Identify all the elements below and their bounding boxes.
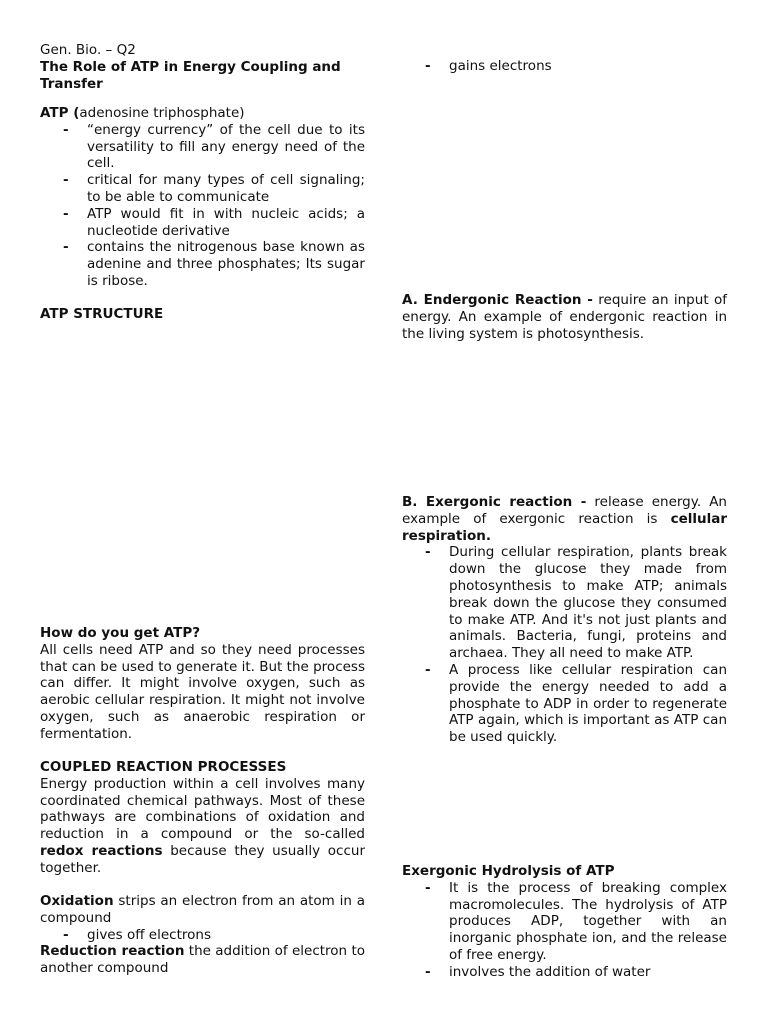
reduction-term: Reduction reaction xyxy=(40,943,185,960)
exergonic-section xyxy=(402,494,727,746)
atp-bullet: - contains the nitrogenous base known as adenine and three phosphates; Its sugar is ribose. xyxy=(40,239,365,289)
atp-bullet-list xyxy=(40,122,365,290)
exergonic-term: B. Exergonic reaction - xyxy=(402,494,587,510)
exergonic-bullet: - A process like cellular respiration can provide the energy needed to add a phosphate to ADP in order to regenerate ATP again, which is important as ATP can be used quickly. xyxy=(402,662,727,746)
hydrolysis-section xyxy=(402,863,727,981)
oxidation-definition xyxy=(40,893,365,927)
exergonic-bullet: - During cellular respiration, plants break down the glucose they made from photosynthesis to make ATP; animals break down the glucose they consumed to make ATP. And it's not just plants and animals. Bacteria, fungi, proteins and archaea. They all need to make ATP. xyxy=(402,544,727,662)
course-label: Gen. Bio. – Q2 xyxy=(40,42,136,58)
atp-bullet: - ATP would fit in with nucleic acids; a nucleotide derivative xyxy=(40,206,365,240)
document-header xyxy=(40,42,365,92)
oxidation-bullet: - gives off electrons xyxy=(40,927,365,944)
coupled-heading: COUPLED REACTION PROCESSES xyxy=(40,759,287,775)
reduction-bullet: - gains electrons xyxy=(402,58,727,75)
endergonic-section xyxy=(402,292,727,342)
coupled-body-text: Energy production within a cell involves many coordinated chemical pathways. Most of these pathways are combinations of oxidation and reduction in a compound or the so-called xyxy=(40,775,365,843)
endergonic-definition xyxy=(402,292,727,342)
coupled-section xyxy=(40,759,365,877)
endergonic-text: require an input of energy. An example of endergonic reaction in the living system is photosynthesis. xyxy=(402,292,727,342)
reduction-text: the addition of electron to another compound xyxy=(40,943,365,977)
hydrolysis-bullet: - involves the addition of water xyxy=(402,964,727,981)
atp-section xyxy=(40,105,365,290)
atp-structure-section xyxy=(40,306,365,323)
coupled-body xyxy=(40,776,365,877)
exergonic-text: release energy. An example of exergonic reaction is xyxy=(402,494,727,527)
oxidation-term: Oxidation xyxy=(40,893,114,909)
document-title: The Role of ATP in Energy Coupling and Transfer xyxy=(40,58,341,92)
hydrolysis-bullet: - It is the process of breaking complex macromolecules. The hydrolysis of ATP produces ADP, together with an inorganic phosphate ion, and the release of free energy. xyxy=(402,880,727,964)
how-section xyxy=(40,625,365,743)
atp-definition-text: adenosine triphosphate) xyxy=(79,105,245,121)
coupled-body-end: because they usually occur together. xyxy=(40,842,365,876)
reduction-bullet-list xyxy=(402,58,727,75)
oxidation-bullet-list xyxy=(40,927,365,944)
exergonic-bullet-list xyxy=(402,544,727,746)
hydrolysis-heading: Exergonic Hydrolysis of ATP xyxy=(402,863,615,879)
reduction-definition xyxy=(40,943,365,977)
oxidation-section xyxy=(40,893,365,977)
atp-bullet: - “energy currency” of the cell due to its versatility to fill any energy need of the cell. xyxy=(40,122,365,172)
atp-bullet: - critical for many types of cell signaling; to be able to communicate xyxy=(40,172,365,206)
atp-definition xyxy=(40,105,365,122)
how-body: All cells need ATP and so they need processes that can be used to generate it. But the process can differ. It might involve oxygen, such as aerobic cellular respiration. It might not involve oxygen, such as anaerobic respiration or fermentation. xyxy=(40,641,365,742)
exergonic-definition xyxy=(402,494,727,544)
cellular-respiration-term: cellular respiration. xyxy=(402,510,727,544)
endergonic-term: A. Endergonic Reaction - xyxy=(402,292,593,308)
oxidation-text: strips an electron from an atom in a compound xyxy=(40,893,365,926)
atp-structure-heading: ATP STRUCTURE xyxy=(40,306,164,322)
atp-term: ATP ( xyxy=(40,105,80,121)
redox-term: redox reactions xyxy=(40,842,163,859)
hydrolysis-bullet-list xyxy=(402,880,727,981)
how-heading: How do you get ATP? xyxy=(40,625,201,641)
reduction-continued xyxy=(402,58,727,75)
